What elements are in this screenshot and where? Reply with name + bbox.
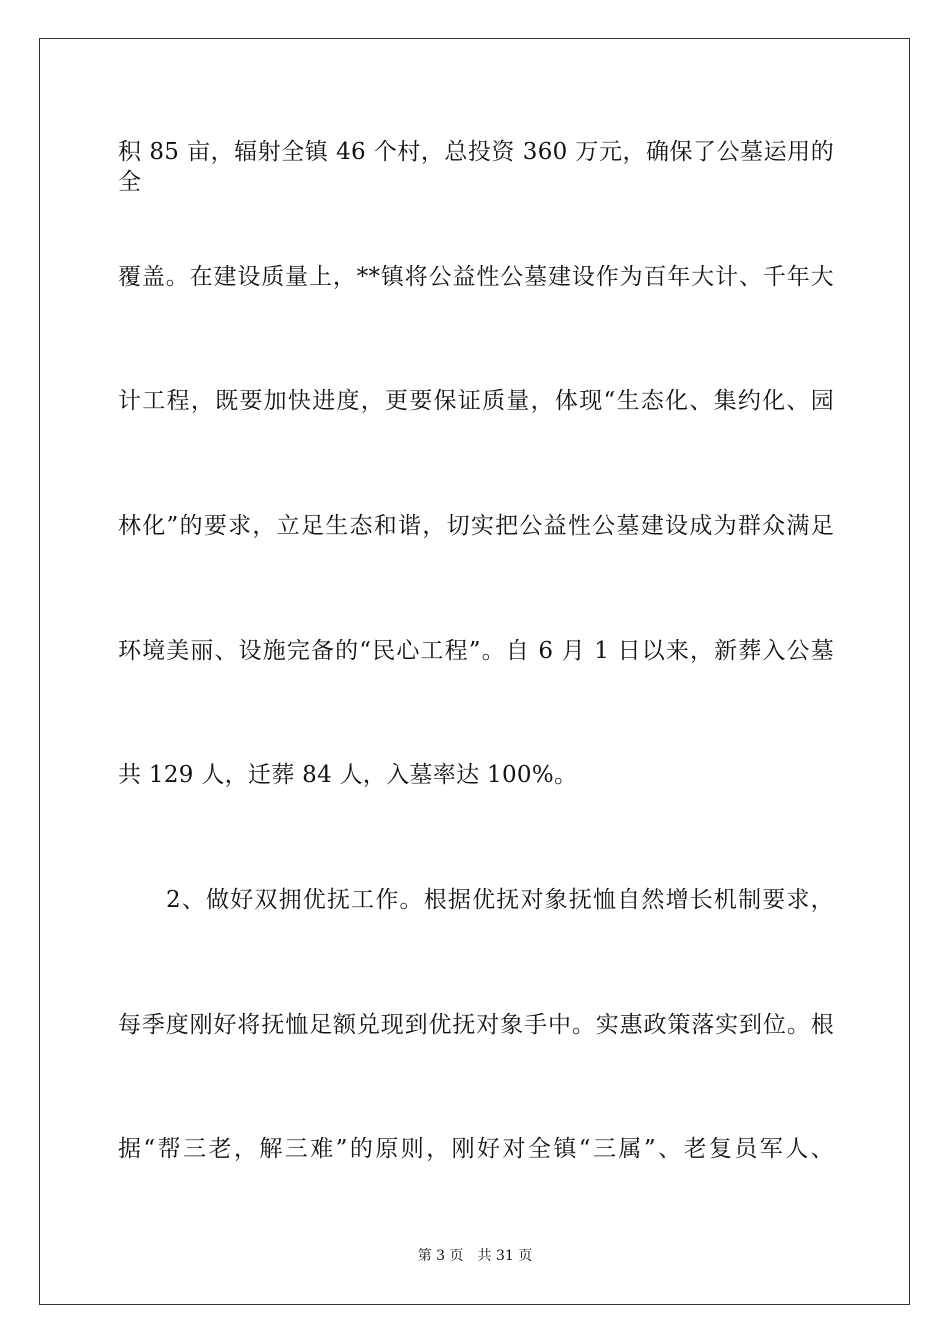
text-line-5: 环境美丽、设施完备的“民心工程”。自 6 月 1 日以来，新葬入公墓 [118,638,834,664]
text-line-1: 积 85 亩，辐射全镇 46 个村，总投资 360 万元，确保了公墓运用的全 [118,139,834,195]
page-total: 共 31 页 [477,1248,533,1264]
text-line-8: 每季度刚好将抚恤足额兑现到优抚对象手中。实惠政策落实到位。根 [118,1012,834,1038]
text-line-3: 计工程，既要加快进度，更要保证质量，体现“生态化、集约化、园 [118,388,834,414]
text-line-4: 林化”的要求，立足生态和谐，切实把公益性公墓建设成为群众满足 [118,513,834,539]
page-border [39,38,910,1305]
page-number: 第 3 页 [417,1248,464,1264]
page-footer [0,1247,950,1265]
text-line-6: 共 129 人，迁葬 84 人，入墓率达 100%。 [118,762,578,788]
text-line-7: 2、做好双拥优抚工作。根据优抚对象抚恤自然增长机制要求， [166,887,834,913]
text-line-2: 覆盖。在建设质量上，**镇将公益性公墓建设作为百年大计、千年大 [118,264,834,290]
text-line-9: 据“帮三老，解三难”的原则，刚好对全镇“三属”、老复员军人、 [118,1136,834,1162]
